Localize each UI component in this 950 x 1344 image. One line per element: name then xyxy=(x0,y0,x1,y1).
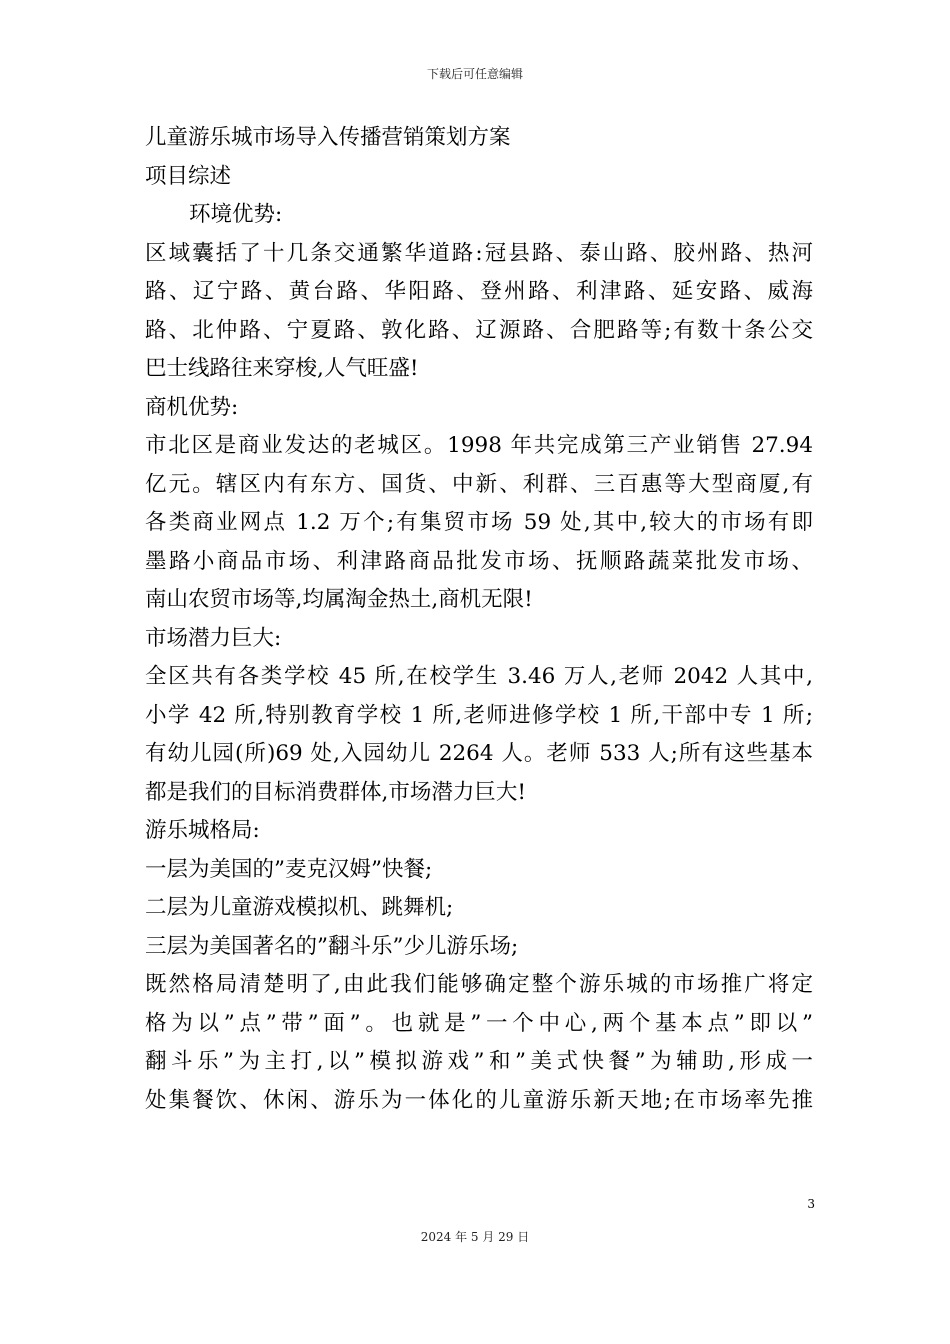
paragraph-line: 南山农贸市场等,均属淘金热土,商机无限! xyxy=(145,587,533,612)
page-footer-date: 2024 年 5 月 29 日 xyxy=(420,1230,530,1244)
paragraph-line: 市北区是商业发达的老城区。1998 年共完成第三产业销售 27.94 xyxy=(145,433,813,458)
paragraph-line: 墨路小商品市场、利津路商品批发市场、抚顺路蔬菜批发市场、 xyxy=(145,548,813,574)
paragraph-line: 路、辽宁路、黄台路、华阳路、登州路、利津路、延安路、威海 xyxy=(145,279,813,304)
paragraph-line: 区域囊括了十几条交通繁华道路:冠县路、泰山路、胶州路、热河 xyxy=(145,240,813,266)
paragraph-line: 都是我们的目标消费群体,市场潜力巨大! xyxy=(145,779,526,805)
paragraph-line: 全区共有各类学校 45 所,在校学生 3.46 万人,老师 2042 人其中, xyxy=(145,664,813,689)
document-title: 儿童游乐城市场导入传播营销策划方案 xyxy=(145,125,511,150)
section-heading: 项目综述 xyxy=(145,163,232,189)
paragraph-line: 有幼儿园(所)69 处,入园幼儿 2264 人。老师 533 人;所有这些基本 xyxy=(145,741,813,766)
paragraph-line: 翻斗乐”为主打,以”模拟游戏”和”美式快餐”为辅助,形成一 xyxy=(145,1049,813,1074)
paragraph-line: 格为以”点”带”面”。也就是”一个中心,两个基本点”即以” xyxy=(145,1010,813,1036)
paragraph-line: 各类商业网点 1.2 万个;有集贸市场 59 处,其中,较大的市场有即 xyxy=(145,510,813,535)
subsection-heading: 市场潜力巨大: xyxy=(145,625,282,651)
paragraph-line: 既然格局清楚明了,由此我们能够确定整个游乐城的市场推广将定 xyxy=(145,972,813,997)
page-header: 下载后可任意编辑 xyxy=(426,67,523,81)
page-number: 3 xyxy=(807,1197,815,1211)
list-item: 一层为美国的”麦克汉姆”快餐; xyxy=(145,856,433,882)
paragraph-line: 小学 42 所,特别教育学校 1 所,老师进修学校 1 所,干部中专 1 所; xyxy=(145,702,813,728)
paragraph-line: 路、北仲路、宁夏路、敦化路、辽源路、合肥路等;有数十条公交 xyxy=(145,317,813,343)
subsection-heading: 环境优势: xyxy=(189,202,283,227)
paragraph-line: 处集餐饮、休闲、游乐为一体化的儿童游乐新天地;在市场率先推 xyxy=(145,1087,813,1113)
subsection-heading: 商机优势: xyxy=(145,394,239,420)
subsection-heading: 游乐城格局: xyxy=(145,818,260,843)
paragraph-line: 巴士线路往来穿梭,人气旺盛! xyxy=(145,356,419,381)
list-item: 三层为美国著名的”翻斗乐”少儿游乐场; xyxy=(145,933,519,959)
document-body xyxy=(145,119,813,1120)
paragraph-line: 亿元。辖区内有东方、国货、中新、利群、三百惠等大型商厦,有 xyxy=(145,471,813,497)
list-item: 二层为儿童游戏模拟机、跳舞机; xyxy=(145,895,454,920)
